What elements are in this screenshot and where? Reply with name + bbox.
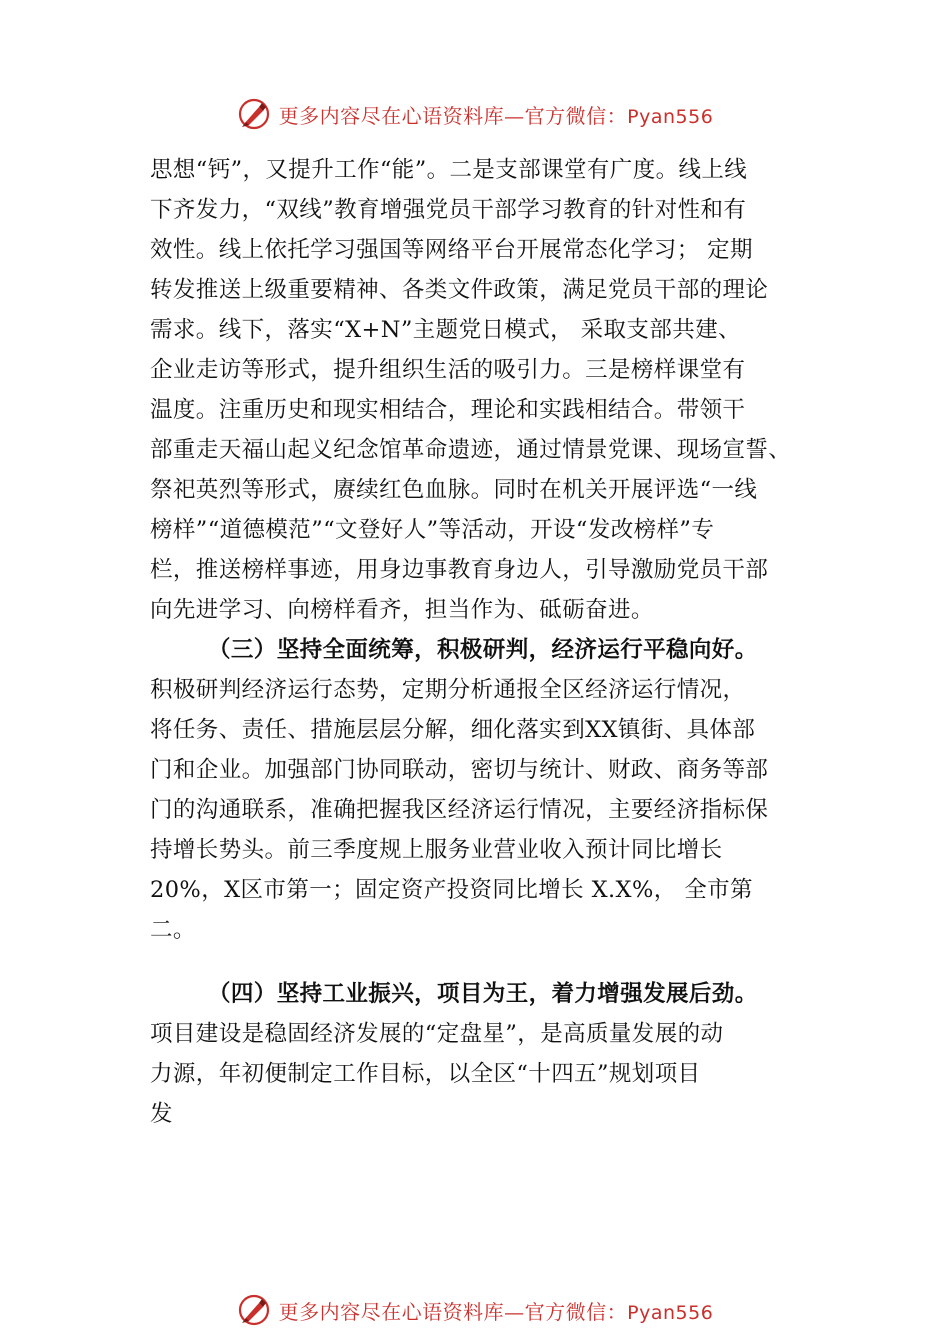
text-line: 向先进学习、向榜样看齐，担当作为、砥砺奋进。 (150, 597, 654, 623)
watermark-id: Pyan556 (627, 1301, 714, 1324)
section-heading (150, 630, 820, 670)
body-paragraph (150, 1014, 820, 1134)
text-line: 20%，X区市第一；固定资产投资同比增长 X.X%， 全市第 (150, 877, 753, 903)
text-line: 企业走访等形式，提升组织生活的吸引力。三是榜样课堂有 (150, 357, 746, 383)
text-line: 门和企业。加强部门协同联动，密切与统计、财政、商务等部 (150, 757, 769, 783)
text-line: 部重走天福山起义纪念馆革命遗迹，通过情景党课、现场宣誓、 (150, 437, 792, 463)
text-line: 力源，年初便制定工作目标，以全区“十四五”规划项目 (150, 1061, 701, 1087)
watermark-text: 更多内容尽在心语资料库—官方微信：Pyan556 (278, 1299, 714, 1324)
text-line: （三）坚持全面统筹，积极研判，经济运行平稳向好。 (208, 637, 758, 663)
watermark-footer (0, 1290, 950, 1330)
text-line: 温度。注重历史和现实相结合，理论和实践相结合。带领干 (150, 397, 746, 423)
text-line: 祭祀英烈等形式，赓续红色血脉。同时在机关开展评选“一线 (150, 477, 758, 503)
section-heading (150, 974, 820, 1014)
text-line: 积极研判经济运行态势，定期分析通报全区经济运行情况， (150, 677, 746, 703)
text-line: 需求。线下，落实“X+N”主题党日模式， 采取支部共建、 (150, 317, 741, 343)
watermark-header (0, 94, 950, 134)
text-line: 转发推送上级重要精神、各类文件政策，满足党员干部的理论 (150, 277, 769, 303)
text-line: 持增长势头。前三季度规上服务业营业收入预计同比增长 (150, 837, 723, 863)
text-line: 效性。线上依托学习强国等网络平台开展常态化学习； 定期 (150, 237, 753, 263)
text-line: 发 (150, 1101, 173, 1127)
watermark-text: 更多内容尽在心语资料库—官方微信：Pyan556 (278, 103, 714, 128)
text-line: 项目建设是稳固经济发展的“定盘星”，是高质量发展的动 (150, 1021, 724, 1047)
text-line: 二。 (150, 917, 196, 943)
text-line: （四）坚持工业振兴，项目为王，着力增强发展后劲。 (208, 981, 758, 1007)
watermark-id: Pyan556 (627, 105, 714, 128)
text-line: 栏，推送榜样事迹，用身边事教育身边人，引导激励党员干部 (150, 557, 769, 583)
body-paragraph (150, 150, 820, 630)
pen-logo-icon (237, 1293, 271, 1327)
paragraph-spacer (150, 950, 820, 974)
text-line: 思想“钙”，又提升工作“能”。二是支部课堂有广度。线上线 (150, 157, 748, 183)
document-body (150, 150, 820, 1134)
text-line: 将任务、责任、措施层层分解，细化落实到XX镇街、具体部 (150, 717, 756, 743)
text-line: 门的沟通联系，准确把握我区经济运行情况，主要经济指标保 (150, 797, 769, 823)
body-paragraph (150, 670, 820, 950)
pen-logo-icon (237, 97, 271, 131)
text-line: 榜样”“道德模范”“文登好人”等活动，开设“发改榜样”专 (150, 517, 715, 543)
text-line: 下齐发力，“双线”教育增强党员干部学习教育的针对性和有 (150, 197, 747, 223)
